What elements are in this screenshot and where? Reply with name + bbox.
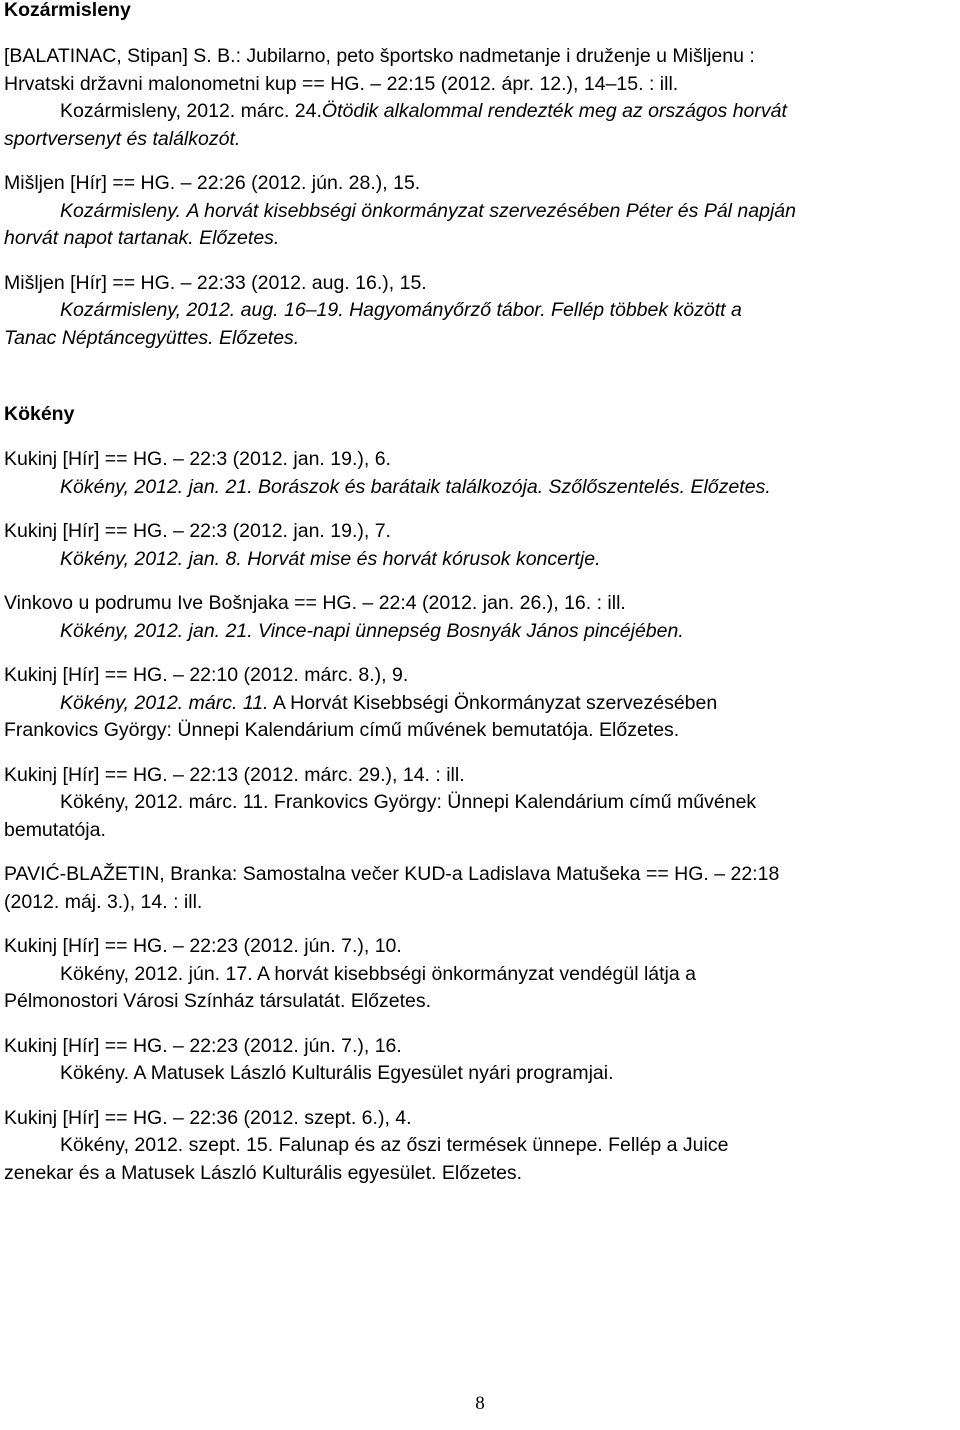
entry-source: Kukinj [Hír] == HG. – 22:10 (2012. márc. 8.), 9. — [4, 664, 409, 686]
document-page — [4, 0, 956, 1187]
abstract-place: Kökény, 2012. jún. 17. — [60, 962, 253, 985]
abstract-place: Kökény. — [60, 1062, 130, 1084]
bibliography-entry: Kukinj [Hír] == HG. – 22:10 (2012. márc. 8.), 9. Kökény, 2012. márc. 11. A Horvát Kisebbségi Önkormányzat szervezésében Frankovics György: Ünnepi Kalendárium című művének bemutatója. Előzetes. — [4, 662, 956, 745]
bibliography-entry — [4, 446, 956, 501]
abstract-place: Kökény, 2012. márc. 11. — [60, 791, 269, 813]
entry-source-line: [BALATINAC, Stipan] S. B.: Jubilarno, peto športsko nadmetanje i druženje u Mišljenu : — [4, 45, 755, 67]
abstract-text: A Matusek László Kulturális Egyesület nyári programjai. — [133, 1062, 614, 1084]
entry-source: Kukinj [Hír] == HG. – 22:36 (2012. szept. 6.), 4. — [4, 1106, 412, 1129]
entry-abstract: Kozármisleny, 2012. márc. 24.Ötödik alkalommal rendezték meg az országos horvát sportversenyt és találkozót. — [4, 100, 787, 150]
section-title: Kökény — [4, 403, 75, 425]
abstract-place: Kökény, 2012. jan. 21. — [60, 619, 253, 642]
abstract-place: Kökény, 2012. jan. 8. — [60, 547, 242, 570]
entry-source: Kukinj [Hír] == HG. – 22:3 (2012. jan. 19.), 7. — [4, 520, 391, 542]
entry-source: Kukinj [Hír] == HG. – 22:23 (2012. jún. 7.), 16. — [4, 1034, 402, 1057]
section-kozarmisleny — [4, 0, 956, 352]
bibliography-entry — [4, 518, 956, 573]
entry-source — [4, 43, 956, 98]
entry-source: Kukinj [Hír] == HG. – 22:13 (2012. márc. 29.), 14. : ill. — [4, 763, 465, 786]
bibliography-entry: Kukinj [Hír] == HG. – 22:23 (2012. jún. 7.), 10. Kökény, 2012. jún. 17. A horvát kisebbségi önkormányzat vendégül látja a Pélmonostori Városi Színház társulatát. Előzetes. — [4, 933, 956, 1016]
page-number: 8 — [475, 1393, 485, 1414]
bibliography-entry — [4, 590, 956, 645]
entry-source: Kukinj [Hír] == HG. – 22:3 (2012. jan. 19.), 6. — [4, 448, 391, 470]
entry-source: Kukinj [Hír] == HG. – 22:23 (2012. jún. 7.), 10. — [4, 935, 402, 957]
bibliography-entry — [4, 1033, 956, 1088]
abstract-text: Horvát mise és horvát kórusok koncertje. — [247, 547, 601, 570]
bibliography-entry: Kukinj [Hír] == HG. – 22:36 (2012. szept. 6.), 4. Kökény, 2012. szept. 15. Falunap és az őszi termések ünnepe. Fellép a Juice zenekar és a Matusek László Kulturális egyesület. Előzetes. — [4, 1105, 956, 1188]
entry-source: Vinkovo u podrumu Ive Bošnjaka == HG. – 22:4 (2012. jan. 26.), 16. : ill. — [4, 592, 626, 614]
abstract-place: Kökény, 2012. márc. 11. — [60, 691, 269, 714]
entry-source: Mišljen [Hír] == HG. – 22:33 (2012. aug. 16.), 15. — [4, 271, 427, 294]
bibliography-entry: PAVIĆ-BLAŽETIN, Branka: Samostalna večer KUD-a Ladislava Matušeka == HG. – 22:18 (2012. máj. 3.), 14. : ill. — [4, 863, 780, 913]
abstract-text: Vince-napi ünnepség Bosnyák János pincéjében. — [258, 619, 684, 642]
abstract-place: Kozármisleny, 2012. márc. 24. — [60, 100, 322, 122]
abstract-place: Kozármisleny. — [60, 199, 182, 222]
entry-source-line: Hrvatski državni malonometni kup == HG. – 22:15 (2012. ápr. 12.), 14–15. : ill. — [4, 72, 679, 95]
abstract-place: Kökény, 2012. szept. 15. — [60, 1134, 274, 1156]
bibliography-entry: Kukinj [Hír] == HG. – 22:13 (2012. márc. 29.), 14. : ill. Kökény, 2012. márc. 11. Frankovics György: Ünnepi Kalendárium című művének bemutatója. — [4, 762, 956, 845]
section-title: Kozármisleny — [4, 0, 131, 21]
entry-source: Mišljen [Hír] == HG. – 22:26 (2012. jún. 28.), 15. — [4, 172, 421, 194]
abstract-place: Kozármisleny, 2012. aug. 16–19. — [60, 299, 344, 321]
bibliography-entry: Mišljen [Hír] == HG. – 22:26 (2012. jún. 28.), 15. Kozármisleny. A horvát kisebbségi önkormányzat szervezésében Péter és Pál napján horvát napot tartanak. Előzetes. — [4, 170, 956, 253]
bibliography-entry: Mišljen [Hír] == HG. – 22:33 (2012. aug. 16.), 15. Kozármisleny, 2012. aug. 16–19. Hagyományőrző tábor. Fellép többek között a Tanac Néptáncegyüttes. Előzetes. — [4, 270, 956, 353]
section-kokeny — [4, 401, 956, 1187]
abstract-place: Kökény, 2012. jan. 21. — [60, 475, 253, 498]
bibliography-entry — [4, 43, 956, 153]
abstract-text: Borászok és barátaik találkozója. Szőlőszentelés. Előzetes. — [258, 475, 771, 498]
